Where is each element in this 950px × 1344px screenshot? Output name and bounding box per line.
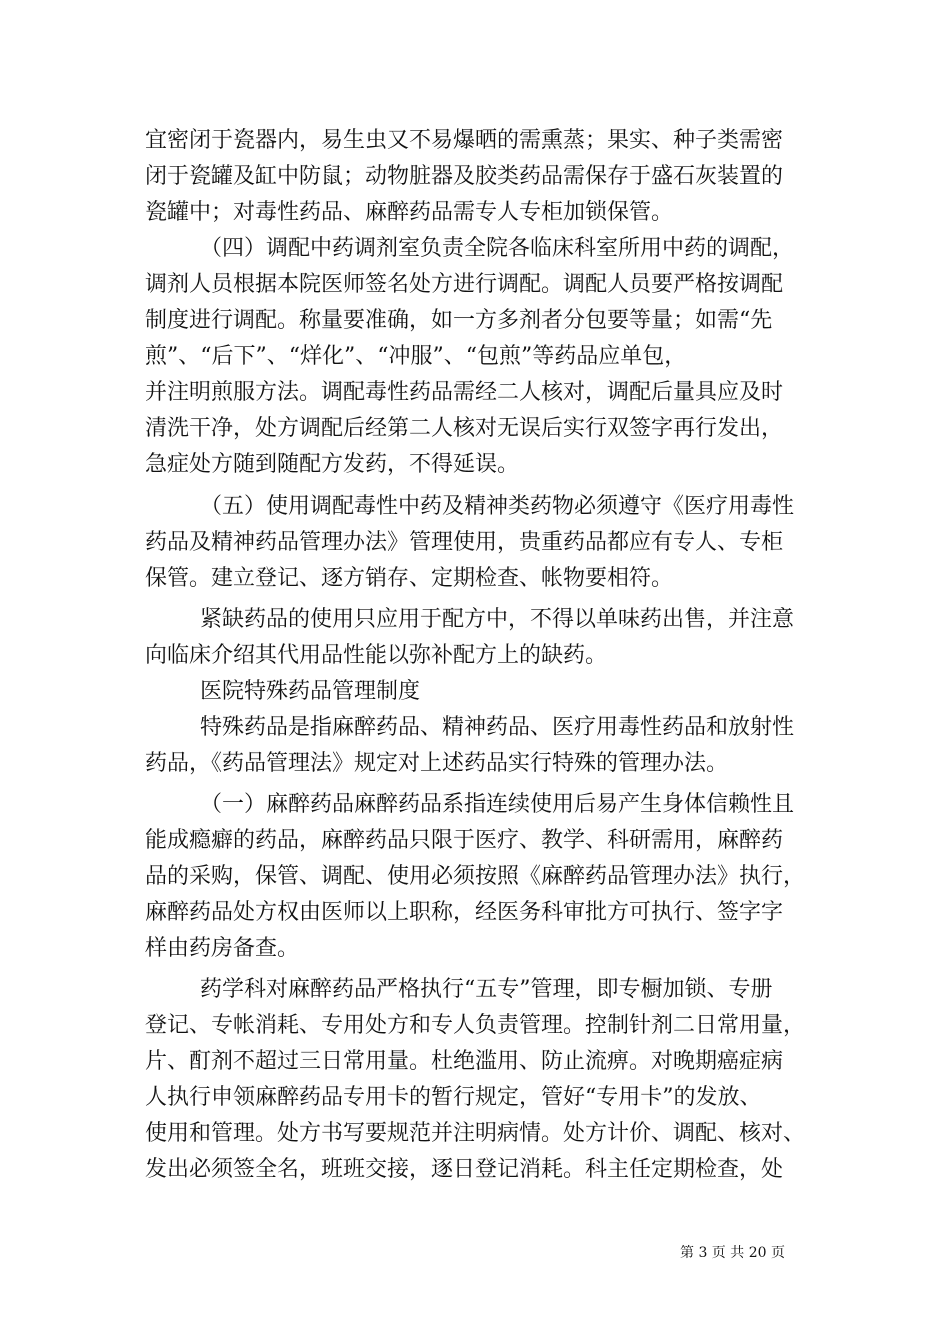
text-line: 品的采购，保管、调配、使用必须按照《麻醉药品管理办法》执行，: [145, 864, 806, 889]
text-line: 向临床介绍其代用品性能以弥补配方上的缺药。: [145, 643, 608, 668]
text-line: 急症处方随到随配方发药，不得延误。: [145, 452, 520, 477]
paragraph-first-line: （四）调配中药调剂室负责全院各临床科室所用中药的调配，: [200, 236, 795, 261]
text-line: 制度进行调配。称量要准确，如一方多剂者分包要等量；如需“先: [145, 308, 773, 333]
text-line: 麻醉药品处方权由医师以上职称，经医务科审批方可执行、签字字: [145, 900, 784, 925]
paragraph-first-line: （五）使用调配毒性中药及精神类药物必须遵守《医疗用毒性: [200, 494, 795, 519]
paragraph-first-line: 特殊药品是指麻醉药品、精神药品、医疗用毒性药品和放射性: [200, 715, 795, 740]
text-line: 人执行申领麻醉药品专用卡的暂行规定，管好“专用卡”的发放、: [145, 1085, 762, 1110]
text-line: 保管。建立登记、逐方销存、定期检查、帐物要相符。: [145, 566, 674, 591]
text-line: 煎”、“后下”、“烊化”、“冲服”、“包煎”等药品应单包，: [145, 344, 687, 369]
text-line: 并注明煎服方法。调配毒性药品需经二人核对，调配后量具应及时: [145, 380, 784, 405]
section-heading: 医院特殊药品管理制度: [200, 679, 421, 704]
text-line: 清洗干净，处方调配后经第二人核对无误后实行双签字再行发出，: [145, 416, 784, 441]
text-line: 调剂人员根据本院医师签名处方进行调配。调配人员要严格按调配: [145, 272, 784, 297]
text-line: 片、酊剂不超过三日常用量。杜绝滥用、防止流痹。对晚期癌症病: [145, 1049, 784, 1074]
text-line: 使用和管理。处方书写要规范并注明病情。处方计价、调配、核对、: [145, 1121, 806, 1146]
text-line: 宜密闭于瓷器内，易生虫又不易爆晒的需熏蒸；果实、种子类需密: [145, 128, 784, 153]
text-line: 登记、专帐消耗、专用处方和专人负责管理。控制针剂二日常用量，: [145, 1013, 806, 1038]
text-line: 能成瘾癖的药品，麻醉药品只限于医疗、教学、科研需用，麻醉药: [145, 828, 784, 853]
page-number-footer: 第 3 页 共 20 页: [680, 1245, 785, 1261]
paragraph-first-line: 紧缺药品的使用只应用于配方中，不得以单味药出售，并注意: [200, 607, 795, 632]
text-line: 样由药房备查。: [145, 936, 300, 961]
text-line: 发出必须签全名，班班交接，逐日登记消耗。科主任定期检查，处: [145, 1157, 784, 1182]
paragraph-first-line: （一）麻醉药品麻醉药品系指连续使用后易产生身体信赖性且: [200, 792, 795, 817]
paragraph-first-line: 药学科对麻醉药品严格执行“五专”管理，即专橱加锁、专册: [200, 977, 773, 1002]
text-line: 闭于瓷罐及缸中防鼠；动物脏器及胶类药品需保存于盛石灰装置的: [145, 164, 784, 189]
text-line: 药品，《药品管理法》规定对上述药品实行特殊的管理办法。: [145, 751, 729, 776]
text-line: 药品及精神药品管理办法》管理使用，贵重药品都应有专人、专柜: [145, 530, 784, 555]
text-line: 瓷罐中；对毒性药品、麻醉药品需专人专柜加锁保管。: [145, 200, 674, 225]
